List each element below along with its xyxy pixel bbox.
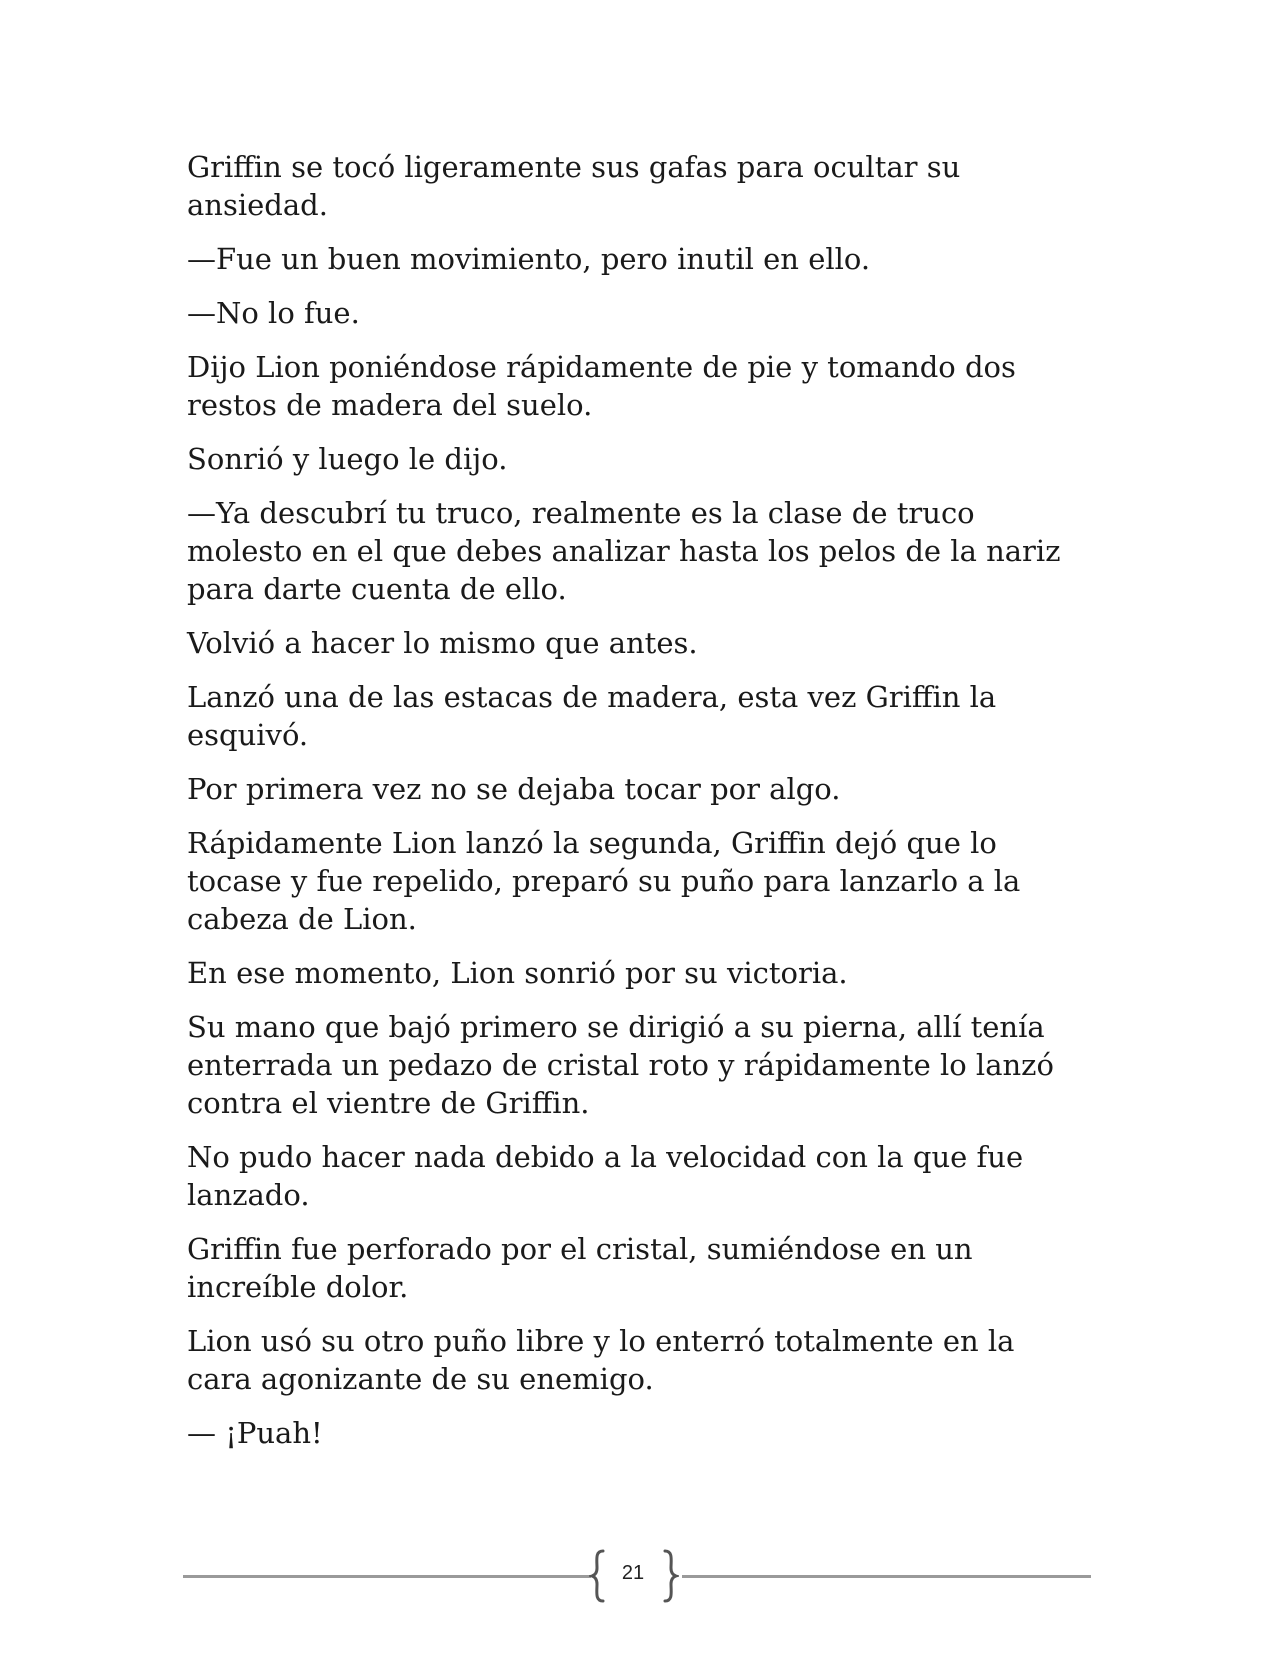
paragraph-13: No pudo hacer nada debido a la velocidad con la que fue lanzado. (187, 1140, 1024, 1212)
paragraph-2: —Fue un buen movimiento, pero inutil en ello. (187, 242, 871, 276)
paragraph-8: Lanzó una de las estacas de madera, esta vez Griffin la esquivó. (187, 680, 997, 752)
footer-rule-right (682, 1575, 1091, 1578)
paragraph-3: —No lo fue. (187, 296, 360, 330)
page-footer (183, 1548, 1091, 1604)
paragraph-11: En ese momento, Lion sonrió por su victoria. (187, 956, 848, 990)
page-body-text (187, 148, 1087, 1468)
paragraph-9: Por primera vez no se dejaba tocar por algo. (187, 772, 841, 806)
paragraph-14: Griffin fue perforado por el cristal, sumiéndose en un increíble dolor. (187, 1232, 973, 1304)
right-brace-icon (663, 1548, 679, 1604)
footer-rule-left (183, 1575, 591, 1578)
paragraph-15: Lion usó su otro puño libre y lo enterró totalmente en la cara agonizante de su enemigo. (187, 1324, 1015, 1396)
paragraph-7: Volvió a hacer lo mismo que antes. (187, 626, 698, 660)
page-number: 21 (621, 1562, 645, 1584)
paragraph-5: Sonrió y luego le dijo. (187, 442, 508, 476)
paragraph-12: Su mano que bajó primero se dirigió a su pierna, allí tenía enterrada un pedazo de cristal roto y rápidamente lo lanzó contra el vientre de Griffin. (187, 1010, 1054, 1120)
paragraph-1: Griffin se tocó ligeramente sus gafas para ocultar su ansiedad. (187, 150, 961, 222)
paragraph-16: — ¡Puah! (187, 1416, 323, 1450)
paragraph-4: Dijo Lion poniéndose rápidamente de pie y tomando dos restos de madera del suelo. (187, 350, 1016, 422)
paragraph-6: —Ya descubrí tu truco, realmente es la clase de truco molesto en el que debes analizar hasta los pelos de la nariz para darte cuenta de ello. (187, 496, 1061, 606)
paragraph-10: Rápidamente Lion lanzó la segunda, Griffin dejó que lo tocase y fue repelido, preparó su puño para lanzarlo a la cabeza de Lion. (187, 826, 1021, 936)
